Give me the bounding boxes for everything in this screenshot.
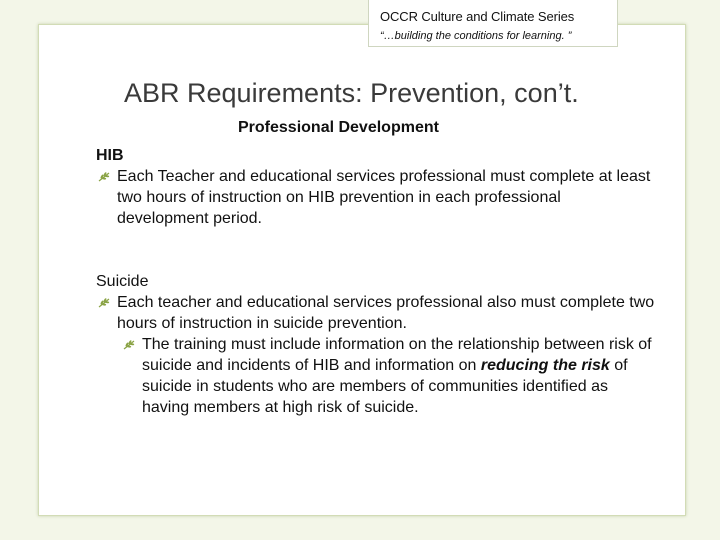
slide-body [96,145,656,418]
sub-bullet-training-content [121,334,656,418]
bullet-text: Each Teacher and educational services professional must complete at least two hours of instruction on HIB prevention in each professional development period. [117,168,651,227]
bullet-suicide-training [96,292,656,334]
bullet-text: Each teacher and educational services professional also must complete two hours of instruction in suicide prevention. [117,294,655,332]
bullet-hib-training [96,166,656,229]
section-heading-suicide: Suicide [96,273,149,290]
series-tagline: “…building the conditions for learning. ” [380,30,572,42]
wheat-sprig-bullet-icon [98,171,111,182]
series-title: OCCR Culture and Climate Series [380,9,575,24]
wheat-sprig-bullet-icon [98,297,111,308]
slide-title: ABR Requirements: Prevention, con’t. [124,78,579,108]
emphasized-phrase: reducing the risk [480,357,610,374]
sub-bullet-text-part1: The training must include information on the relationship between risk of suicide and incidents of HIB and information on [142,336,652,374]
sub-bullet-text-part2: of suicide in students who are members of communities identified as having members at high risk of suicide. [142,357,628,416]
section-heading-hib: HIB [96,147,124,164]
wheat-sprig-bullet-icon [123,339,136,350]
slide-subtitle: Professional Development [238,119,439,136]
